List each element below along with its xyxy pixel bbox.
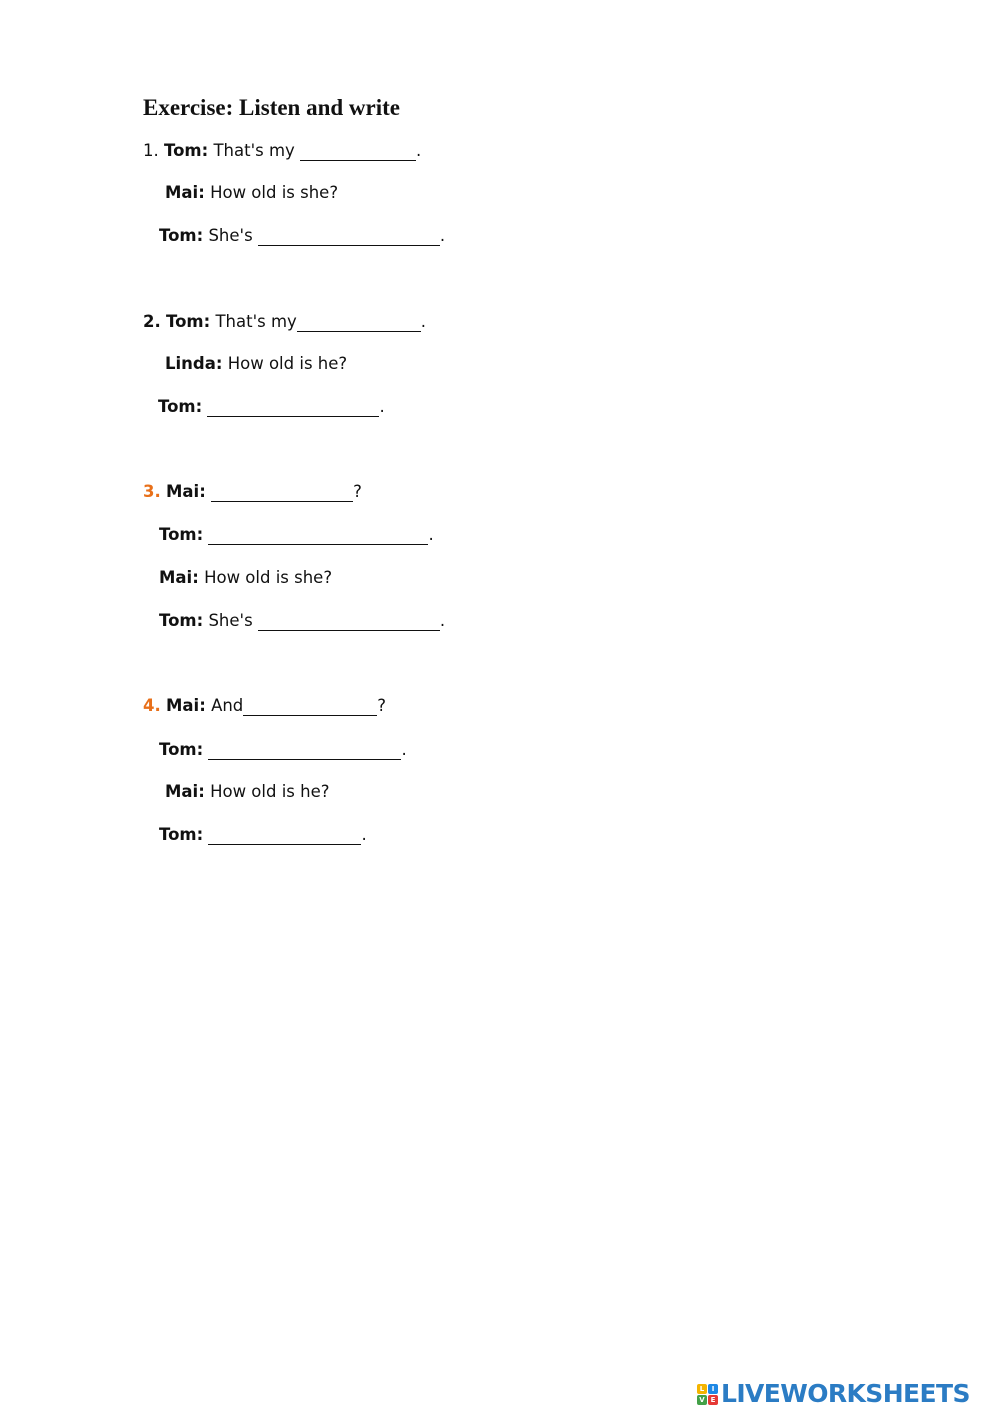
answer-blank[interactable]: [258, 612, 440, 631]
answer-blank[interactable]: [208, 526, 428, 545]
line-punctuation: .: [379, 397, 385, 416]
answer-blank[interactable]: [300, 142, 416, 161]
logo-tile-e: E: [708, 1395, 718, 1405]
exercise-2-line-1: [143, 311, 426, 333]
line-text: How old is she?: [210, 183, 339, 202]
exercise-3-line-2: [159, 524, 434, 546]
logo-tile-l: L: [697, 1384, 707, 1394]
worksheet-title: Exercise: Listen and write: [143, 95, 401, 120]
answer-blank[interactable]: [208, 741, 401, 760]
line-punctuation: .: [420, 312, 427, 331]
exercise-number: 1.: [143, 141, 159, 160]
exercise-1-line-2: [165, 182, 338, 204]
exercise-1-line-3: [159, 225, 445, 247]
speaker-label: Tom:: [159, 740, 204, 759]
line-text: That's my: [213, 141, 295, 160]
line-text: She's: [208, 611, 253, 630]
line-punctuation: .: [439, 611, 446, 630]
line-punctuation: .: [416, 141, 422, 160]
speaker-label: Mai:: [165, 183, 205, 202]
line-punctuation: ?: [353, 482, 362, 501]
speaker-label: Mai:: [166, 482, 206, 501]
line-punctuation: .: [361, 825, 367, 844]
logo-wordmark: LIVEWORKSHEETS: [721, 1379, 970, 1408]
answer-blank[interactable]: [211, 483, 353, 502]
exercise-4-line-2: [159, 739, 407, 761]
exercise-number: 4.: [143, 696, 161, 715]
line-text: And: [211, 696, 244, 715]
exercise-3-line-3: [159, 567, 332, 589]
speaker-label: Tom:: [166, 312, 211, 331]
answer-blank[interactable]: [208, 826, 361, 845]
line-text: How old is she?: [204, 568, 333, 587]
line-text: That's my: [215, 312, 297, 331]
line-text: She's: [208, 226, 253, 245]
speaker-label: Mai:: [166, 696, 206, 715]
exercise-4-line-1: [143, 695, 386, 717]
exercise-2-line-2: [165, 353, 347, 375]
speaker-label: Tom:: [159, 611, 204, 630]
logo-tile-v: V: [697, 1395, 707, 1405]
speaker-label: Tom:: [159, 825, 204, 844]
answer-blank[interactable]: [297, 313, 421, 332]
exercise-2-line-3: [158, 396, 385, 418]
speaker-label: Linda:: [165, 354, 223, 373]
speaker-label: Tom:: [158, 397, 203, 416]
liveworksheets-logo: [697, 1380, 970, 1408]
exercise-4-line-4: [159, 824, 367, 846]
exercise-4-line-3: [165, 781, 330, 803]
answer-blank[interactable]: [258, 227, 440, 246]
line-text: How old is he?: [227, 354, 348, 373]
exercise-1-line-1: [143, 140, 421, 162]
line-punctuation: .: [401, 740, 407, 759]
logo-tiles-icon: [697, 1384, 718, 1405]
answer-blank[interactable]: [207, 398, 379, 417]
exercise-3-line-4: [159, 610, 445, 632]
line-punctuation: ?: [377, 696, 387, 715]
line-punctuation: .: [428, 525, 434, 544]
line-punctuation: .: [439, 226, 446, 245]
speaker-label: Tom:: [159, 226, 204, 245]
logo-tile-i: I: [708, 1384, 718, 1394]
exercise-number: 3.: [143, 482, 161, 501]
speaker-label: Mai:: [159, 568, 199, 587]
speaker-label: Mai:: [165, 782, 205, 801]
speaker-label: Tom:: [159, 525, 204, 544]
line-text: How old is he?: [210, 782, 330, 801]
answer-blank[interactable]: [243, 697, 377, 716]
exercise-3-line-1: [143, 481, 362, 503]
speaker-label: Tom:: [164, 141, 209, 160]
exercise-number: 2.: [143, 312, 161, 331]
